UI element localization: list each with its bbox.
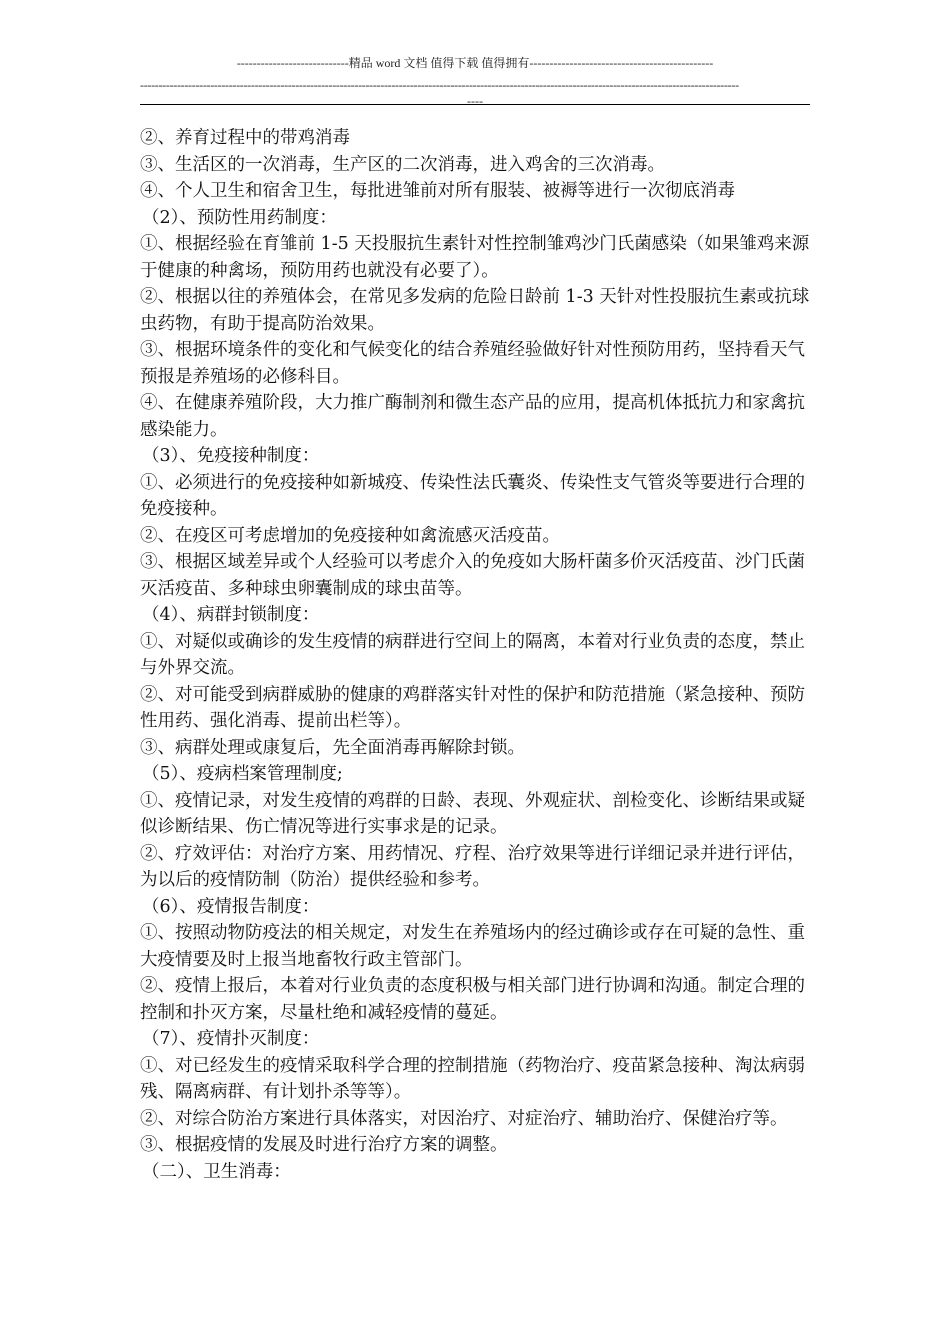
header-banner: ----------------------------精品 word 文档 值得下载 值得拥有----------------------------------------------	[236, 56, 714, 70]
item-lockdown-2: ②、对可能受到病群威胁的健康的鸡群落实针对性的保护和防范措施（紧急接种、预防性用药、强化消毒、提前出栏等）。	[140, 684, 805, 731]
item-eradicate-2: ②、对综合防治方案进行具体落实，对因治疗、对症治疗、辅助治疗、保健治疗等。	[140, 1108, 788, 1129]
section-heading-two: （二）、卫生消毒：	[142, 1161, 291, 1182]
item-report-1: ①、按照动物防疫法的相关规定，对发生在养殖场内的经过确诊或存在可疑的急性、重大疫情要及时上报当地畜牧行政主管部门。	[140, 923, 805, 970]
header-rule	[140, 104, 810, 105]
section-heading-3: （3）、免疫接种制度：	[142, 446, 320, 466]
item-disinfect-4: ④、个人卫生和宿舍卫生，每批进雏前对所有服装、被褥等进行一次彻底消毒	[140, 181, 735, 201]
item-lockdown-1: ①、对疑似或确诊的发生疫情的病群进行空间上的隔离，本着对行业负责的态度，禁止与外界交流。	[140, 631, 805, 678]
header-dash-tail: ----	[467, 94, 483, 108]
header-dash-line: ------------------------------------------------------------------------------------------------------------------------------------------------------------------	[140, 78, 739, 92]
item-vaccine-1: ①、必须进行的免疫接种如新城疫、传染性法氏囊炎、传染性支气管炎等要进行合理的免疫接种。	[140, 472, 805, 519]
item-drug-1: ①、根据经验在育雏前 1-5 天投服抗生素针对性控制雏鸡沙门氏菌感染（如果雏鸡来源于健康的种禽场，预防用药也就没有必要了）。	[140, 234, 810, 281]
item-vaccine-2: ②、在疫区可考虑增加的免疫接种如禽流感灭活疫苗。	[140, 525, 560, 546]
item-drug-4: ④、在健康养殖阶段，大力推广酶制剂和微生态产品的应用，提高机体抵抗力和家禽抗感染能力。	[140, 393, 805, 440]
item-vaccine-3: ③、根据区域差异或个人经验可以考虑介入的免疫如大肠杆菌多价灭活疫苗、沙门氏菌灭活疫苗、多种球虫卵囊制成的球虫苗等。	[140, 552, 805, 599]
page-header	[140, 54, 810, 108]
item-eradicate-1: ①、对已经发生的疫情采取科学合理的控制措施（药物治疗、疫苗紧急接种、淘汰病弱残、隔离病群、有计划扑杀等等）。	[140, 1055, 805, 1102]
document-body	[140, 125, 815, 1185]
item-lockdown-3: ③、病群处理或康复后，先全面消毒再解除封锁。	[140, 737, 525, 758]
section-heading-7: （7）、疫情扑灭制度：	[142, 1029, 320, 1049]
item-drug-3: ③、根据环境条件的变化和气候变化的结合养殖经验做好针对性预防用药，坚持看天气预报是养殖场的必修科目。	[140, 340, 805, 387]
item-disinfect-3: ③、生活区的一次消毒，生产区的二次消毒，进入鸡舍的三次消毒。	[140, 154, 665, 175]
item-eradicate-3: ③、根据疫情的发展及时进行治疗方案的调整。	[140, 1135, 508, 1155]
item-disinfect-2: ②、养育过程中的带鸡消毒	[140, 128, 350, 148]
item-records-1: ①、疫情记录，对发生疫情的鸡群的日龄、表现、外观症状、剖检变化、诊断结果或疑似诊断结果、伤亡情况等进行实事求是的记录。	[140, 790, 805, 837]
item-report-2: ②、疫情上报后，本着对行业负责的态度积极与相关部门进行协调和沟通。制定合理的控制和扑灭方案，尽量杜绝和减轻疫情的蔓延。	[140, 976, 805, 1023]
item-records-2: ②、疗效评估：对治疗方案、用药情况、疗程、治疗效果等进行详细记录并进行评估，为以后的疫情防制（防治）提供经验和参考。	[140, 843, 805, 890]
section-heading-6: （6）、疫情报告制度：	[142, 896, 320, 917]
section-heading-5: （5）、疫病档案管理制度;	[142, 764, 343, 784]
section-heading-2: （2）、预防性用药制度：	[142, 207, 337, 228]
section-heading-4: （4）、病群封锁制度：	[142, 605, 320, 625]
item-drug-2: ②、根据以往的养殖体会，在常见多发病的危险日龄前 1-3 天针对性投服抗生素或抗球虫药物，有助于提高防治效果。	[140, 287, 810, 334]
